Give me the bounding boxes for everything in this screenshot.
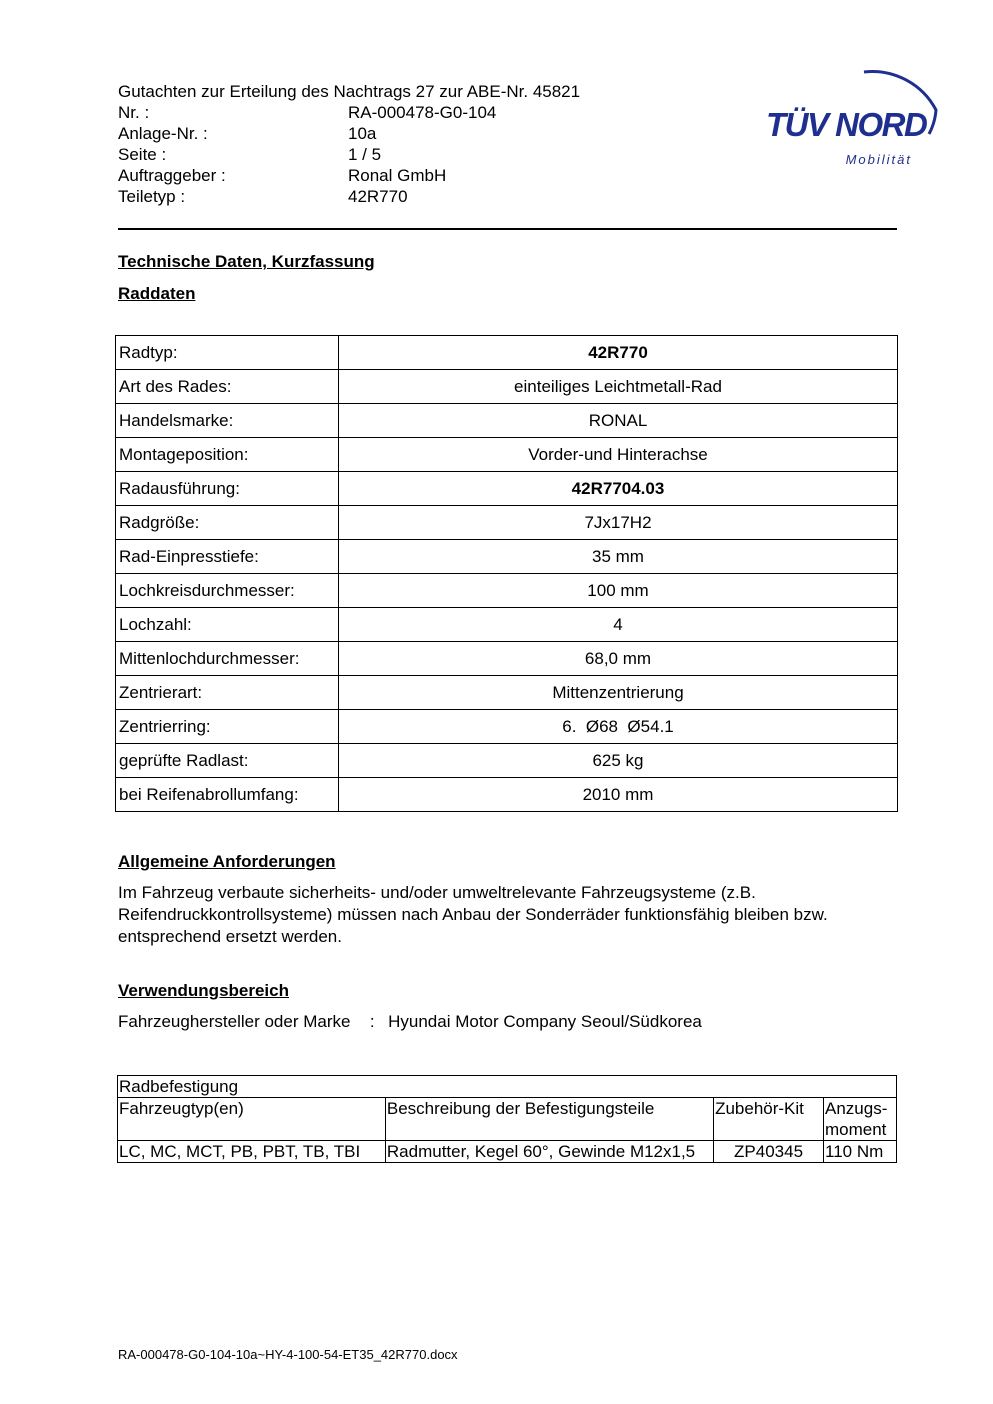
table-row [116,472,898,506]
table-row [116,676,898,710]
table-row [116,778,898,812]
header-key: Teiletyp : [118,187,186,206]
spec-label: Zentrierring: [116,710,339,744]
section-heading-raddaten: Raddaten [118,284,196,303]
header-value: 1 / 5 [348,145,382,164]
logo-subtitle-text: Mobilität [845,152,912,167]
spec-value: 4 [339,608,898,642]
header-key: Seite : [118,145,167,164]
table-cell: 110 Nm [824,1141,897,1163]
spec-label: Radgröße: [116,506,339,540]
spec-value: RONAL [339,404,898,438]
table-cell: Radmutter, Kegel 60°, Gewinde M12x1,5 [385,1141,713,1163]
table-row [116,642,898,676]
section-heading-technische-daten: Technische Daten, Kurzfassung [118,252,375,271]
verwendung-value: Hyundai Motor Company Seoul/Südkorea [388,1012,702,1031]
table-title: Radbefestigung [118,1076,897,1098]
table-row [118,1141,897,1163]
table-header-row [118,1098,897,1141]
table-row [116,744,898,778]
table-title-row [118,1076,897,1098]
header-value: 10a [348,124,377,143]
spec-label: Mittenlochdurchmesser: [116,642,339,676]
column-header: Zubehör-Kit [714,1098,824,1141]
table-row [116,608,898,642]
spec-label: Radtyp: [116,336,339,370]
spec-value: 625 kg [339,744,898,778]
table-row [116,336,898,370]
footer-filename: RA-000478-G0-104-10a~HY-4-100-54-ET35_42R770.docx [118,1347,458,1362]
spec-label: Lochzahl: [116,608,339,642]
verwendung-row [118,1012,702,1032]
logo-brand-text: TÜV NORD [766,106,927,143]
spec-value: 42R7704.03 [339,472,898,506]
spec-label: bei Reifenabrollumfang: [116,778,339,812]
allgemeine-paragraph: Im Fahrzeug verbaute sicherheits- und/oder umweltrelevante Fahrzeugsysteme (z.B. Reifendruckkontrollsysteme) müssen nach Anbau der Sonderräder funktionsfähig bleiben bzw. entsprechend ersetzt werden. [118,883,828,946]
spec-value: einteiliges Leichtmetall-Rad [339,370,898,404]
table-cell: ZP40345 [714,1141,824,1163]
header-key: Anlage-Nr. : [118,124,208,143]
spec-value: 68,0 mm [339,642,898,676]
spec-value: 6. Ø68 Ø54.1 [339,710,898,744]
column-header: Beschreibung der Befestigungsteile [385,1098,713,1141]
spec-value: 35 mm [339,540,898,574]
spec-label: Lochkreisdurchmesser: [116,574,339,608]
spec-value: 100 mm [339,574,898,608]
header-key: Auftraggeber : [118,166,226,185]
table-row [116,710,898,744]
column-header: Fahrzeugtyp(en) [118,1098,386,1141]
table-row [116,506,898,540]
spec-value: 42R770 [339,336,898,370]
table-row [116,574,898,608]
header-value: Ronal GmbH [348,166,447,185]
header-key: Nr. : [118,103,150,122]
header-value: 42R770 [348,187,408,206]
tuv-nord-logo [760,58,940,170]
header-divider [118,228,897,230]
spec-label: Art des Rades: [116,370,339,404]
raddaten-table [115,335,898,812]
spec-label: Zentrierart: [116,676,339,710]
radbefestigung-table [117,1075,897,1163]
verwendung-label: Fahrzeughersteller oder Marke [118,1012,351,1031]
spec-label: Rad-Einpresstiefe: [116,540,339,574]
spec-label: Montageposition: [116,438,339,472]
spec-label: Radausführung: [116,472,339,506]
table-row [116,438,898,472]
spec-value: Vorder-und Hinterachse [339,438,898,472]
spec-label: geprüfte Radlast: [116,744,339,778]
table-row [116,404,898,438]
table-cell: LC, MC, MCT, PB, PBT, TB, TBI [118,1141,386,1163]
verwendung-separator: : [369,1012,375,1031]
spec-label: Handelsmarke: [116,404,339,438]
section-heading-allgemeine: Allgemeine Anforderungen [118,852,336,871]
spec-value: Mittenzentrierung [339,676,898,710]
spec-value: 7Jx17H2 [339,506,898,540]
section-heading-verwendung: Verwendungsbereich [118,981,289,1000]
document-title: Gutachten zur Erteilung des Nachtrags 27 zur ABE-Nr. 45821 [118,82,581,101]
spec-value: 2010 mm [339,778,898,812]
column-header: Anzugs-moment [824,1098,897,1141]
table-row [116,370,898,404]
header-value: RA-000478-G0-104 [348,103,497,122]
table-row [116,540,898,574]
